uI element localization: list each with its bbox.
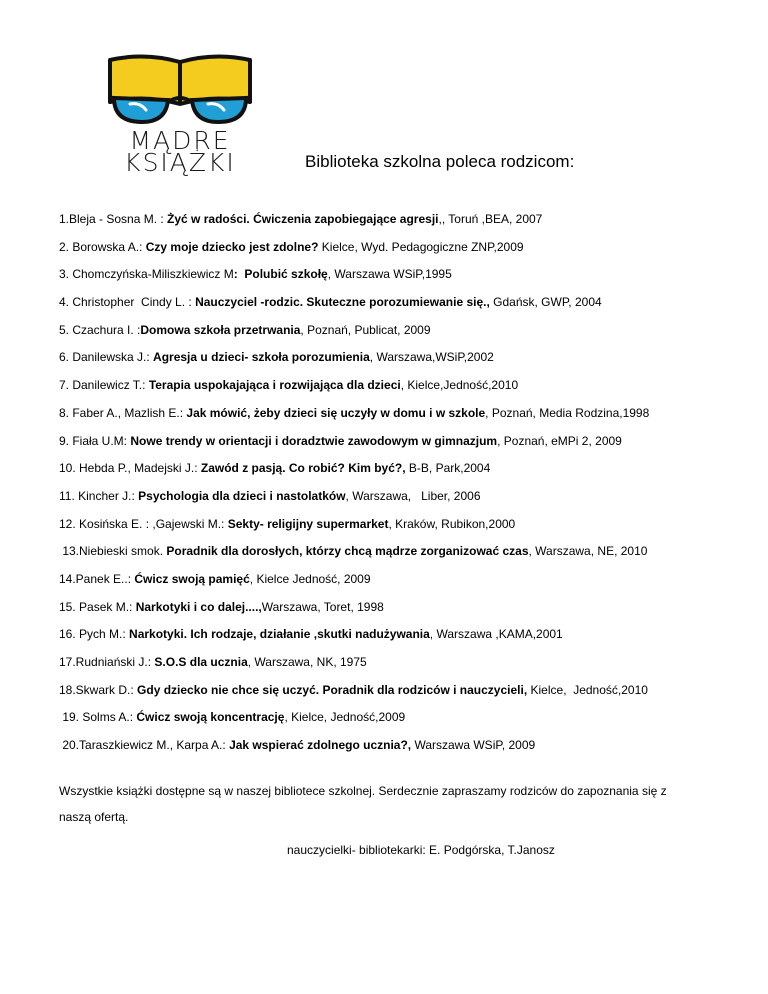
entry-author: 17.Rudniański J.: <box>59 655 155 669</box>
book-entry <box>59 571 749 599</box>
entry-publisher: , Warszawa ,KAMA,2001 <box>429 627 563 642</box>
book-entry <box>59 737 749 765</box>
entry-publisher: , Warszawa, NK, 1975 <box>247 655 367 669</box>
logo-text-line1: MĄDRE <box>129 126 231 155</box>
entry-author: 2. Borowska A.: <box>59 239 146 254</box>
book-entry <box>59 349 749 377</box>
entry-title: Narkotyki. Ich rodzaje, działanie ,skutki nadużywania <box>129 627 430 642</box>
book-entry <box>59 239 749 267</box>
entry-author: 11. Kincher J.: <box>59 488 139 503</box>
entry-author: 6. Danilewska J.: <box>59 350 154 365</box>
entry-title: Gdy dziecko nie chce się uczyć. Poradnik dla rodziców i nauczycieli, <box>137 682 528 697</box>
book-entry <box>59 266 749 294</box>
entry-title: Jak wspierać zdolnego ucznia?, <box>229 738 412 753</box>
book-entry <box>59 709 749 737</box>
entry-publisher: , Kielce, Jedność,2009 <box>284 710 406 725</box>
book-entry <box>59 322 749 350</box>
entry-title: Narkotyki i co dalej...., <box>135 599 262 614</box>
entry-publisher: , Warszawa WSiP,1995 <box>327 267 452 282</box>
entry-author: 13.Niebieski smok. <box>59 544 167 559</box>
entry-author: 10. Hebda P., Madejski J.: <box>59 461 201 476</box>
entry-title: Nowe trendy w orientacji i doradztwie zawodowym w gimnazjum <box>130 433 498 448</box>
entry-title: Czy moje dziecko jest zdolne? <box>145 239 319 254</box>
entry-author: 16. Pych M.: <box>59 627 130 642</box>
entry-title: S.O.S dla ucznia <box>154 655 248 669</box>
entry-publisher: , Warszawa,WSiP,2002 <box>369 350 494 365</box>
entry-title: Sekty- religijny supermarket <box>227 516 389 531</box>
book-entry <box>59 543 749 571</box>
entry-title: Żyć w radości. Ćwiczenia zapobiegające agresji <box>167 212 439 226</box>
entry-author: 18.Skwark D.: <box>59 682 138 697</box>
entry-title: Domowa szkoła przetrwania <box>140 322 301 337</box>
book-entry <box>59 516 749 544</box>
entry-title: Poradnik dla dorosłych, którzy chcą mądrze zorganizować czas <box>166 544 529 559</box>
signature: nauczycielki- bibliotekarki: E. Podgórska, T.Janosz <box>287 843 555 857</box>
book-entry <box>59 654 749 682</box>
entry-title: : Polubić szkołę <box>233 267 328 282</box>
book-entry <box>59 460 749 488</box>
book-entry <box>59 377 749 405</box>
entry-title: Agresja u dzieci- szkoła porozumienia <box>153 350 370 365</box>
entry-author: 20.Taraszkiewicz M., Karpa A.: <box>59 738 230 753</box>
entry-publisher: , Warszawa, NE, 2010 <box>528 544 648 559</box>
book-glasses-logo-icon <box>100 52 260 128</box>
entry-author: 19. Solms A.: <box>59 710 137 725</box>
logo <box>100 52 260 177</box>
footer-note: Wszystkie książki dostępne są w naszej bibliotece szkolnej. Serdecznie zapraszamy rodziców do zapoznania się z naszą ofertą. <box>59 784 667 824</box>
book-entry <box>59 626 749 654</box>
entry-title: Nauczyciel -rodzic. Skuteczne porozumiewanie się., <box>195 295 490 310</box>
entry-publisher: Warszawa WSiP, 2009 <box>411 738 536 753</box>
book-entry <box>59 211 749 239</box>
entry-title: Ćwicz swoją pamięć <box>134 571 250 586</box>
book-entry <box>59 405 749 433</box>
entry-author: 4. Christopher Cindy L. : <box>59 295 196 310</box>
entry-title: Jak mówić, żeby dzieci się uczyły w domu i w szkole <box>186 405 486 420</box>
page-title: Biblioteka szkolna poleca rodzicom: <box>305 152 575 171</box>
entry-author: 7. Danilewicz T.: <box>59 378 149 393</box>
book-entry <box>59 433 749 461</box>
entry-publisher: Gdańsk, GWP, 2004 <box>489 295 602 310</box>
entry-title: Ćwicz swoją koncentrację <box>136 710 285 725</box>
book-entry <box>59 488 749 516</box>
entry-title: Zawód z pasją. Co robić? Kim być?, <box>200 461 406 476</box>
entry-publisher: , Kielce,Jedność,2010 <box>400 378 519 393</box>
entry-author: 5. Czachura I. : <box>59 322 141 337</box>
entry-author: 15. Pasek M.: <box>59 599 136 614</box>
entry-title: Terapia uspokajająca i rozwijająca dla dzieci <box>148 378 401 393</box>
entry-publisher: , Poznań, Media Rodzina,1998 <box>485 405 650 420</box>
entry-publisher: ,, Toruń ,BEA, 2007 <box>438 212 543 226</box>
book-entry <box>59 599 749 627</box>
entry-author: 3. Chomczyńska-Miliszkiewicz M <box>59 267 234 282</box>
entry-author: 8. Faber A., Mazlish E.: <box>59 405 187 420</box>
entry-publisher: , Poznań, eMPi 2, 2009 <box>497 433 622 448</box>
entry-author: 9. Fiała U.M: <box>59 433 131 448</box>
entry-publisher: , Kielce Jedność, 2009 <box>249 571 371 586</box>
logo-text-line2: KSIĄŻKI <box>124 148 236 177</box>
entry-publisher: , Warszawa, Liber, 2006 <box>345 488 481 503</box>
book-entry <box>59 682 749 710</box>
entry-publisher: Warszawa, Toret, 1998 <box>261 599 384 614</box>
entry-author: 12. Kosińska E. : ,Gajewski M.: <box>59 516 228 531</box>
entry-author: 1.Bleja - Sosna M. : <box>59 212 168 226</box>
entry-publisher: Kielce, Jedność,2010 <box>527 682 648 697</box>
entry-publisher: , Kraków, Rubikon,2000 <box>388 516 516 531</box>
entry-publisher: Kielce, Wyd. Pedagogiczne ZNP,2009 <box>318 239 524 254</box>
book-entry <box>59 294 749 322</box>
entry-publisher: B-B, Park,2004 <box>405 461 491 476</box>
entry-title: Psychologia dla dzieci i nastolatków <box>138 488 346 503</box>
book-list <box>59 211 749 765</box>
entry-author: 14.Panek E..: <box>59 571 135 586</box>
entry-publisher: , Poznań, Publicat, 2009 <box>300 322 431 337</box>
